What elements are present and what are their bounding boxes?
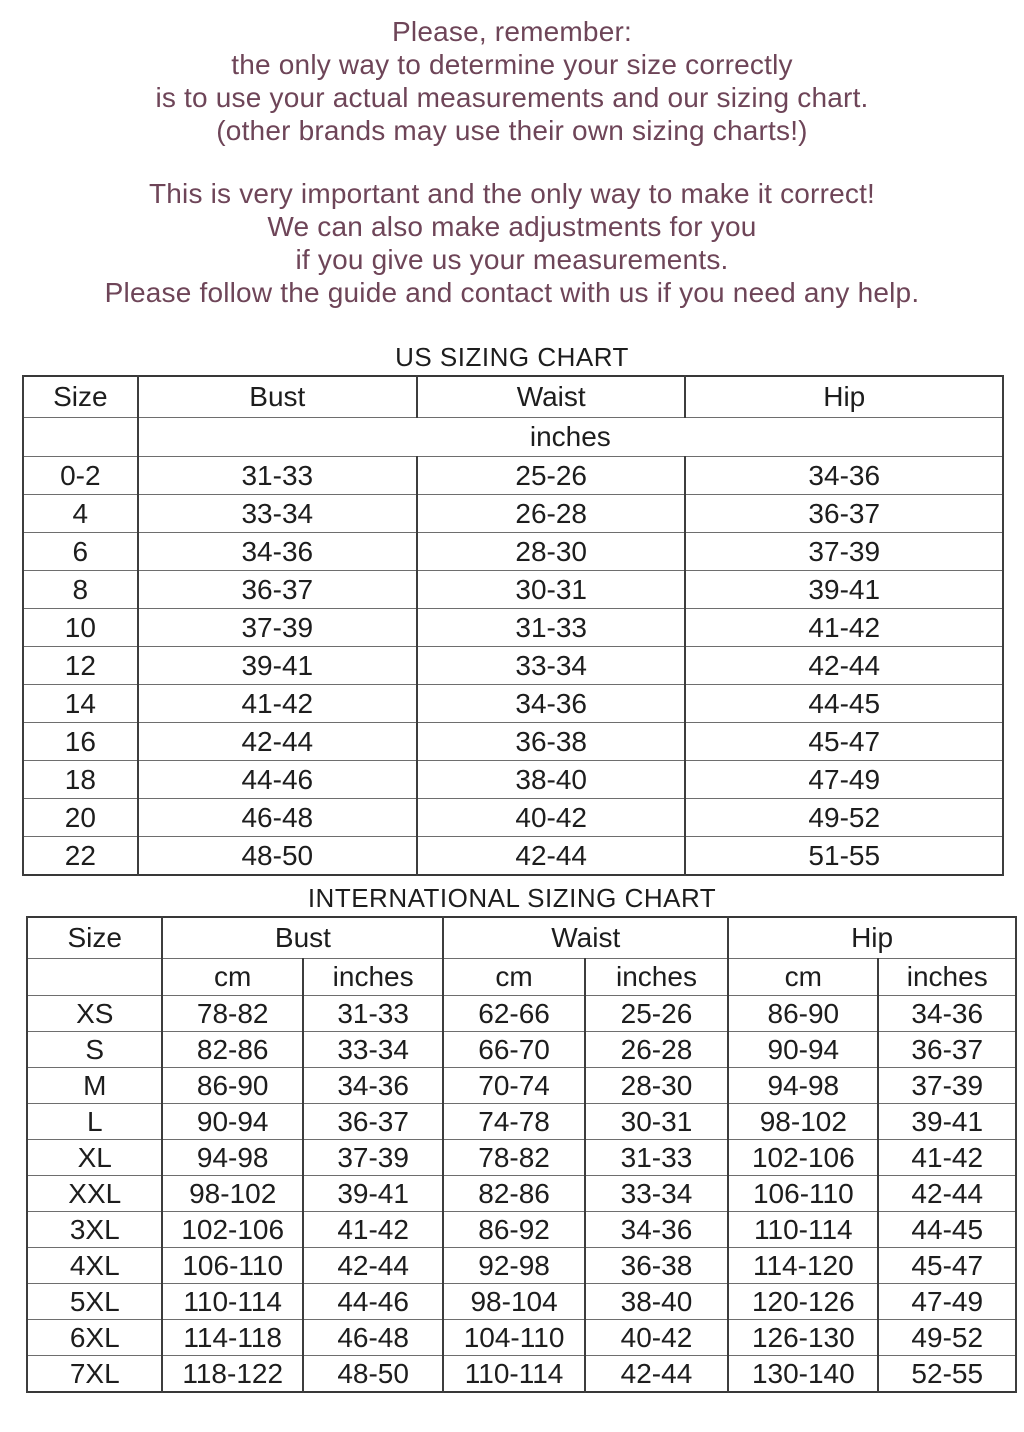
measurement-cell: 34-36 (685, 457, 1003, 495)
us-col-hip: Hip (685, 376, 1003, 418)
table-row (23, 647, 1003, 685)
measurement-cell: 25-26 (585, 996, 728, 1032)
measurement-cell: 110-114 (728, 1212, 878, 1248)
us-unit-label: inches (138, 418, 1003, 457)
table-row (23, 799, 1003, 837)
intro-paragraph-1 (0, 0, 1024, 147)
measurement-cell: 110-114 (443, 1356, 584, 1393)
table-row (27, 1140, 1016, 1176)
measurement-cell: 41-42 (303, 1212, 443, 1248)
us-unit-empty-cell (23, 418, 138, 457)
measurement-cell: 49-52 (878, 1320, 1016, 1356)
table-row (23, 609, 1003, 647)
measurement-cell: 86-92 (443, 1212, 584, 1248)
intro-line: is to use your actual measurements and our sizing chart. (155, 82, 869, 113)
measurement-cell: 104-110 (443, 1320, 584, 1356)
intl-unit-bust-cm: cm (162, 959, 302, 996)
intro-line: the only way to determine your size correctly (231, 49, 793, 80)
measurement-cell: 130-140 (728, 1356, 878, 1393)
size-cell: 5XL (27, 1284, 162, 1320)
intl-unit-hip-cm: cm (728, 959, 878, 996)
measurement-cell: 98-102 (728, 1104, 878, 1140)
measurement-cell: 82-86 (162, 1032, 302, 1068)
table-row (23, 761, 1003, 799)
measurement-cell: 38-40 (585, 1284, 728, 1320)
table-row (23, 457, 1003, 495)
measurement-cell: 44-45 (878, 1212, 1016, 1248)
measurement-cell: 36-37 (685, 495, 1003, 533)
measurement-cell: 94-98 (162, 1140, 302, 1176)
measurement-cell: 31-33 (138, 457, 417, 495)
measurement-cell: 36-37 (878, 1032, 1016, 1068)
measurement-cell: 78-82 (443, 1140, 584, 1176)
table-row (27, 1176, 1016, 1212)
size-cell: S (27, 1032, 162, 1068)
measurement-cell: 44-46 (138, 761, 417, 799)
measurement-cell: 36-38 (417, 723, 686, 761)
size-cell: 4 (23, 495, 138, 533)
measurement-cell: 36-37 (303, 1104, 443, 1140)
measurement-cell: 33-34 (585, 1176, 728, 1212)
us-header-row (23, 376, 1003, 418)
measurement-cell: 44-46 (303, 1284, 443, 1320)
us-col-size: Size (23, 376, 138, 418)
size-cell: 7XL (27, 1356, 162, 1393)
measurement-cell: 39-41 (138, 647, 417, 685)
measurement-cell: 31-33 (303, 996, 443, 1032)
measurement-cell: 45-47 (685, 723, 1003, 761)
measurement-cell: 41-42 (878, 1140, 1016, 1176)
size-cell: 20 (23, 799, 138, 837)
table-row (23, 837, 1003, 876)
measurement-cell: 41-42 (138, 685, 417, 723)
measurement-cell: 33-34 (303, 1032, 443, 1068)
intro-line: We can also make adjustments for you (267, 211, 757, 242)
measurement-cell: 26-28 (585, 1032, 728, 1068)
measurement-cell: 52-55 (878, 1356, 1016, 1393)
measurement-cell: 74-78 (443, 1104, 584, 1140)
size-cell: XS (27, 996, 162, 1032)
measurement-cell: 49-52 (685, 799, 1003, 837)
measurement-cell: 114-120 (728, 1248, 878, 1284)
table-row (27, 996, 1016, 1032)
measurement-cell: 42-44 (878, 1176, 1016, 1212)
size-cell: 6 (23, 533, 138, 571)
table-row (27, 1068, 1016, 1104)
measurement-cell: 92-98 (443, 1248, 584, 1284)
measurement-cell: 86-90 (162, 1068, 302, 1104)
measurement-cell: 47-49 (878, 1284, 1016, 1320)
measurement-cell: 25-26 (417, 457, 686, 495)
measurement-cell: 30-31 (585, 1104, 728, 1140)
size-cell: 22 (23, 837, 138, 876)
measurement-cell: 102-106 (162, 1212, 302, 1248)
measurement-cell: 106-110 (728, 1176, 878, 1212)
measurement-cell: 33-34 (417, 647, 686, 685)
measurement-cell: 106-110 (162, 1248, 302, 1284)
us-unit-row (23, 418, 1003, 457)
measurement-cell: 42-44 (685, 647, 1003, 685)
international-sizing-table (26, 916, 1017, 1393)
size-cell: 14 (23, 685, 138, 723)
us-col-bust: Bust (138, 376, 417, 418)
intro-line: Please follow the guide and contact with us if you need any help. (104, 277, 920, 308)
table-row (27, 1248, 1016, 1284)
measurement-cell: 30-31 (417, 571, 686, 609)
size-cell: 16 (23, 723, 138, 761)
size-cell: 18 (23, 761, 138, 799)
measurement-cell: 90-94 (162, 1104, 302, 1140)
measurement-cell: 39-41 (878, 1104, 1016, 1140)
measurement-cell: 37-39 (138, 609, 417, 647)
intl-unit-empty-cell (27, 959, 162, 996)
measurement-cell: 102-106 (728, 1140, 878, 1176)
measurement-cell: 78-82 (162, 996, 302, 1032)
measurement-cell: 94-98 (728, 1068, 878, 1104)
size-cell: 4XL (27, 1248, 162, 1284)
table-row (23, 571, 1003, 609)
measurement-cell: 34-36 (138, 533, 417, 571)
measurement-cell: 42-44 (585, 1356, 728, 1393)
measurement-cell: 33-34 (138, 495, 417, 533)
measurement-cell: 110-114 (162, 1284, 302, 1320)
measurement-cell: 36-37 (138, 571, 417, 609)
size-cell: M (27, 1068, 162, 1104)
intl-unit-hip-inches: inches (878, 959, 1016, 996)
intro-line: This is very important and the only way to make it correct! (148, 178, 876, 209)
table-row (27, 1284, 1016, 1320)
measurement-cell: 37-39 (878, 1068, 1016, 1104)
measurement-cell: 34-36 (417, 685, 686, 723)
table-row (23, 723, 1003, 761)
intl-unit-bust-inches: inches (303, 959, 443, 996)
us-col-waist: Waist (417, 376, 686, 418)
measurement-cell: 40-42 (417, 799, 686, 837)
measurement-cell: 98-104 (443, 1284, 584, 1320)
measurement-cell: 26-28 (417, 495, 686, 533)
measurement-cell: 48-50 (303, 1356, 443, 1393)
measurement-cell: 31-33 (585, 1140, 728, 1176)
intl-chart-title: INTERNATIONAL SIZING CHART (307, 883, 717, 913)
table-row (27, 1212, 1016, 1248)
measurement-cell: 47-49 (685, 761, 1003, 799)
measurement-cell: 41-42 (685, 609, 1003, 647)
us-table-body (23, 457, 1003, 876)
size-cell: 10 (23, 609, 138, 647)
table-row (27, 1104, 1016, 1140)
measurement-cell: 34-36 (878, 996, 1016, 1032)
size-cell: 12 (23, 647, 138, 685)
measurement-cell: 48-50 (138, 837, 417, 876)
table-row (27, 1032, 1016, 1068)
measurement-cell: 44-45 (685, 685, 1003, 723)
intl-col-hip: Hip (728, 917, 1016, 959)
table-row (23, 495, 1003, 533)
measurement-cell: 86-90 (728, 996, 878, 1032)
size-cell: L (27, 1104, 162, 1140)
intl-table-body (27, 996, 1016, 1393)
measurement-cell: 118-122 (162, 1356, 302, 1393)
measurement-cell: 42-44 (417, 837, 686, 876)
intro-line: (other brands may use their own sizing charts!) (216, 115, 808, 146)
measurement-cell: 114-118 (162, 1320, 302, 1356)
table-row (27, 1356, 1016, 1393)
us-sizing-table (22, 375, 1004, 876)
size-cell: 6XL (27, 1320, 162, 1356)
measurement-cell: 70-74 (443, 1068, 584, 1104)
measurement-cell: 39-41 (685, 571, 1003, 609)
size-cell: 8 (23, 571, 138, 609)
measurement-cell: 46-48 (303, 1320, 443, 1356)
measurement-cell: 31-33 (417, 609, 686, 647)
measurement-cell: 98-102 (162, 1176, 302, 1212)
measurement-cell: 42-44 (138, 723, 417, 761)
intl-unit-waist-cm: cm (443, 959, 584, 996)
size-cell: XL (27, 1140, 162, 1176)
measurement-cell: 45-47 (878, 1248, 1016, 1284)
intro-line: if you give us your measurements. (295, 244, 729, 275)
intro-paragraph-2 (0, 177, 1024, 309)
intl-col-size: Size (27, 917, 162, 959)
table-row (27, 1320, 1016, 1356)
intl-col-bust: Bust (162, 917, 443, 959)
measurement-cell: 42-44 (303, 1248, 443, 1284)
measurement-cell: 120-126 (728, 1284, 878, 1320)
table-row (23, 685, 1003, 723)
intl-col-waist: Waist (443, 917, 728, 959)
measurement-cell: 39-41 (303, 1176, 443, 1212)
measurement-cell: 38-40 (417, 761, 686, 799)
measurement-cell: 28-30 (417, 533, 686, 571)
measurement-cell: 51-55 (685, 837, 1003, 876)
measurement-cell: 34-36 (585, 1212, 728, 1248)
size-cell: 3XL (27, 1212, 162, 1248)
measurement-cell: 46-48 (138, 799, 417, 837)
measurement-cell: 90-94 (728, 1032, 878, 1068)
size-cell: 0-2 (23, 457, 138, 495)
measurement-cell: 66-70 (443, 1032, 584, 1068)
measurement-cell: 82-86 (443, 1176, 584, 1212)
measurement-cell: 40-42 (585, 1320, 728, 1356)
measurement-cell: 36-38 (585, 1248, 728, 1284)
size-cell: XXL (27, 1176, 162, 1212)
measurement-cell: 62-66 (443, 996, 584, 1032)
measurement-cell: 37-39 (303, 1140, 443, 1176)
measurement-cell: 34-36 (303, 1068, 443, 1104)
intl-header-row (27, 917, 1016, 959)
measurement-cell: 37-39 (685, 533, 1003, 571)
us-chart-title: US SIZING CHART (395, 342, 629, 372)
intl-unit-waist-inches: inches (585, 959, 728, 996)
intro-line: Please, remember: (392, 16, 632, 47)
table-row (23, 533, 1003, 571)
measurement-cell: 126-130 (728, 1320, 878, 1356)
intl-unit-row (27, 959, 1016, 996)
measurement-cell: 28-30 (585, 1068, 728, 1104)
